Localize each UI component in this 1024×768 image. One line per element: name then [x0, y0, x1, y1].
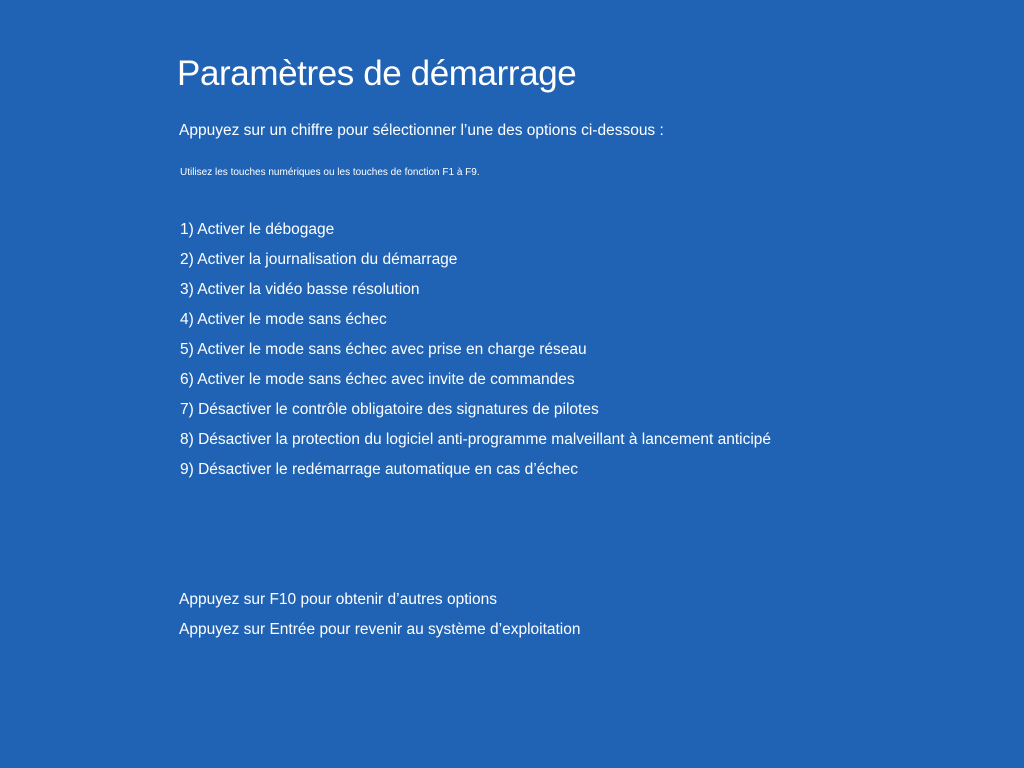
instruction-text: Appuyez sur un chiffre pour sélectionner l’une des options ci-dessous : — [179, 122, 664, 139]
option-disable-automatic-restart[interactable]: 9) Désactiver le redémarrage automatique en cas d’échec — [180, 461, 579, 478]
startup-options-list — [180, 220, 771, 490]
option-enable-safe-mode-command-prompt[interactable]: 6) Activer le mode sans échec avec invite de commandes — [180, 371, 575, 388]
option-enable-debugging[interactable]: 1) Activer le débogage — [180, 221, 335, 238]
option-enable-low-resolution-video[interactable]: 3) Activer la vidéo basse résolution — [180, 281, 420, 298]
keyboard-hint-text: Utilisez les touches numériques ou les touches de fonction F1 à F9. — [180, 167, 480, 178]
option-enable-safe-mode[interactable]: 4) Activer le mode sans échec — [180, 311, 387, 328]
option-disable-driver-signature-enforcement[interactable]: 7) Désactiver le contrôle obligatoire des signatures de pilotes — [180, 401, 599, 418]
page-title: Paramètres de démarrage — [177, 54, 577, 93]
return-to-os-instruction[interactable]: Appuyez sur Entrée pour revenir au système d’exploitation — [179, 621, 581, 638]
option-disable-early-launch-antimalware[interactable]: 8) Désactiver la protection du logiciel anti-programme malveillant à lancement anticipé — [180, 431, 772, 448]
option-enable-boot-logging[interactable]: 2) Activer la journalisation du démarrage — [180, 251, 458, 268]
footer-options — [179, 590, 581, 650]
more-options-instruction[interactable]: Appuyez sur F10 pour obtenir d’autres options — [179, 591, 497, 608]
option-enable-safe-mode-networking[interactable]: 5) Activer le mode sans échec avec prise en charge réseau — [180, 341, 587, 358]
